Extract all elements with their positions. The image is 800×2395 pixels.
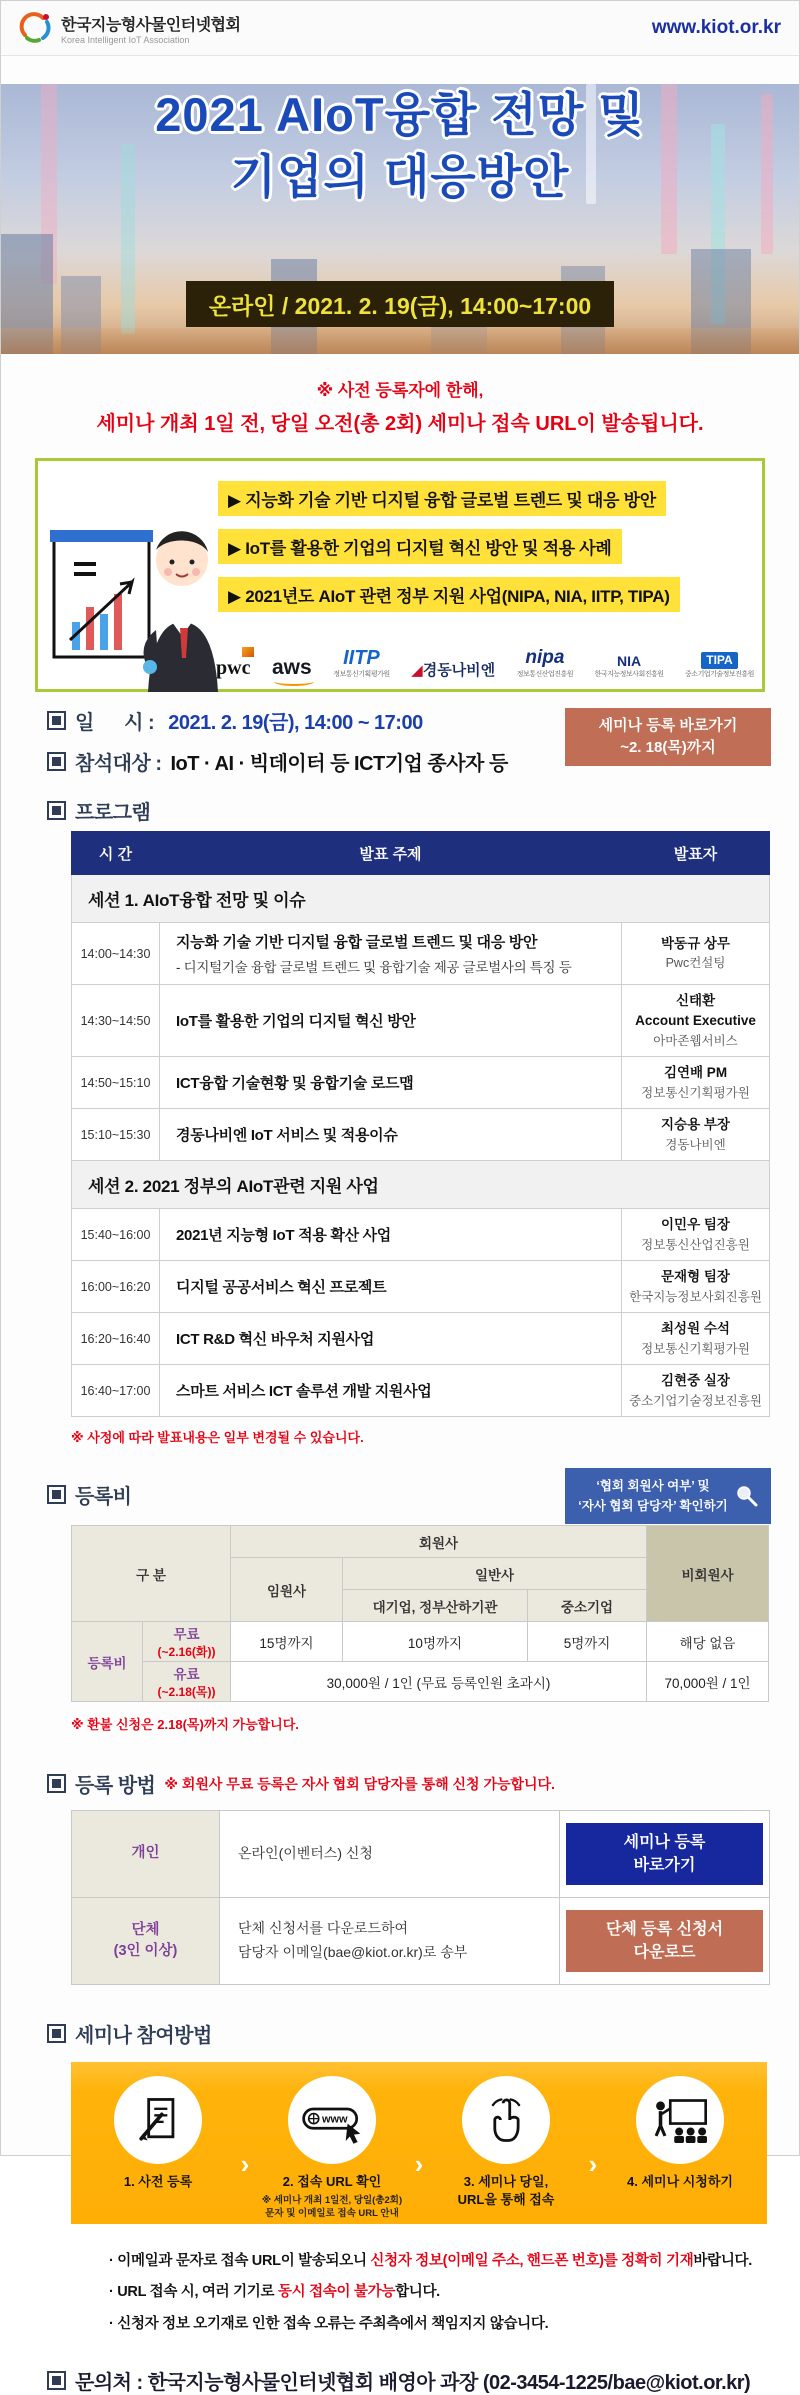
step-2-check-url: www 2. 접속 URL 확인 ※ 세미나 개최 1일전, 당일(총2회) 문자 및 이메일로 접속 URL 안내 [257, 2076, 407, 2220]
member-check-button[interactable]: ‘협회 회원사 여부’ 및 ‘자사 협회 담당자’ 확인하기 [565, 1468, 771, 1524]
session2-title: 세션 2. 2021 정부의 AIoT관련 지원 사업 [72, 1161, 770, 1209]
logo-iitp: IITP 정보통신기획평가원 [333, 647, 390, 679]
table-row: 16:20~16:40 ICT R&D 혁신 바우처 지원사업 최성원 수석 정보통신기획평가원 [72, 1313, 770, 1365]
registration-heading [47, 1769, 799, 1798]
table-row: 16:40~17:00 스마트 서비스 ICT 솔루션 개발 지원사업 김현중 실장 중소기업기술정보진흥원 [72, 1365, 770, 1417]
step-4-watch: 4. 세미나 시청하기 [605, 2076, 755, 2191]
fee-col-exec: 임원사 [231, 1558, 343, 1622]
section-marker-icon [47, 2371, 66, 2390]
individual-label: 개인 [72, 1811, 220, 1898]
participation-heading-label: 세미나 참여방법 [75, 2025, 212, 2048]
kiot-logo-icon [19, 11, 53, 45]
contact-line [47, 2366, 799, 2395]
contact-info: 문의처 : 한국지능형사물인터넷협회 배영아 과장 (02-3454-1225/bae@kiot.or.kr) [75, 2371, 751, 2394]
pre-registration-notice [1, 354, 799, 454]
fee-col-gubun: 구 분 [72, 1526, 231, 1622]
fee-col-large: 대기업, 정부산하기관 [343, 1590, 528, 1622]
section-marker-icon [47, 1774, 66, 1793]
table-row [72, 1898, 770, 1985]
schedule-badge: 온라인 / 2021. 2. 19(금), 14:00~17:00 [186, 281, 614, 327]
refund-note: ※ 환불 신청은 2.18(목)까지 가능합니다. [71, 1717, 299, 1733]
footer-note-1: · 이메일과 문자로 접속 URL이 발송되오니 신청자 정보(이메일 주소, 핸드폰 번호)를 정확히 기재바랍니다. [109, 2253, 752, 2270]
program-change-note: ※ 사정에 따라 발표내용은 일부 변경될 수 있습니다. [71, 1430, 364, 1446]
fee-col-sme: 중소기업 [528, 1590, 647, 1622]
step-3-connect: 3. 세미나 당일, URL을 통해 접속 [431, 2076, 581, 2208]
group-form-download-button[interactable]: 단체 등록 신청서 다운로드 [566, 1910, 763, 1972]
date-label: 일 시 : [75, 712, 160, 734]
chevron-right-icon: › [414, 2148, 424, 2179]
logo-pwc: pwc [216, 657, 251, 679]
footer-note-3: · 신청자 정보 오기재로 인한 접속 오류는 주최측에서 책임지지 않습니다. [109, 2315, 549, 2332]
org-name-ko: 한국지능형사물인터넷협회 [61, 16, 241, 34]
fee-free-row: 등록비 무료 (~2.16(화)) 15명까지 10명까지 5명까지 해당 없음 [72, 1622, 769, 1662]
audience-value: IoT · AI · 빅데이터 등 ICT기업 종사자 등 [170, 753, 508, 775]
notice-line2: 세미나 개최 1일 전, 당일 오전(총 2회) 세미나 접속 URL이 발송됩니다. [96, 413, 704, 435]
chevron-right-icon: › [588, 2148, 598, 2179]
top-bar [1, 1, 799, 56]
registration-table [71, 1810, 770, 1985]
logo-nia: NIA 한국지능정보사회진흥원 [594, 652, 664, 679]
fee-free-label: 무료 (~2.16(화)) [143, 1622, 231, 1662]
session1-title: 세션 1. AIoT융합 전망 및 이슈 [72, 875, 770, 923]
col-time: 시 간 [72, 832, 160, 875]
step-1-pre-register: 1. 사전 등록 [83, 2076, 233, 2191]
program-heading-label: 프로그램 [75, 802, 151, 824]
participation-heading [47, 2019, 799, 2048]
session2-row [72, 1161, 770, 1209]
seminar-title-line2: 기업의 대응방안 [230, 150, 570, 204]
table-row: 15:40~16:00 2021년 지능형 IoT 적용 확산 사업 이민우 팀장 정보통신산업진흥원 [72, 1209, 770, 1261]
seminar-title [1, 84, 799, 208]
table-row: 14:50~15:10 ICT융합 기술현황 및 융합기술 로드맵 김연배 PM 정보통신기획평가원 [72, 1057, 770, 1109]
logo-aws: aws [272, 655, 312, 679]
section-marker-icon [47, 752, 66, 771]
fees-heading-label: 등록비 [75, 1486, 132, 1509]
event-info-section [47, 706, 799, 776]
fees-heading [47, 1479, 799, 1514]
fee-col-nonmember: 비회원사 [647, 1526, 769, 1622]
fee-col-member: 회원사 [231, 1526, 647, 1558]
svg-text:www: www [321, 2113, 348, 2126]
registration-note: ※ 회원사 무료 등록은 자사 협회 담당자를 통해 신청 가능합니다. [164, 1775, 555, 1792]
col-presenter: 발표자 [622, 832, 770, 875]
partner-logos-row [216, 647, 754, 679]
notice-line1: ※ 사전 등록자에 한해, [316, 381, 484, 400]
registration-heading-label: 등록 방법 [75, 1775, 156, 1798]
individual-method: 온라인(이벤터스) 신청 [220, 1811, 560, 1898]
section-marker-icon [47, 801, 66, 820]
tap-hand-icon [478, 2092, 534, 2148]
fee-paid-label: 유료 (~2.18(목)) [143, 1662, 231, 1702]
topic-bullets [218, 481, 752, 612]
url-www-icon [300, 2092, 364, 2148]
hero-banner [1, 84, 799, 354]
seminar-register-quick-button[interactable]: 세미나 등록 바로가기 ~2. 18(목)까지 [565, 708, 771, 766]
table-row [72, 1811, 770, 1898]
org-name-en: Korea Intelligent IoT Association [61, 34, 190, 45]
fee-paid-row: 유료 (~2.18(목)) 30,000원 / 1인 (무료 등록인원 초과시) 70,000원 / 1인 [72, 1662, 769, 1702]
footer-note-2: · URL 접속 시, 여러 기기로 동시 접속이 불가능합니다. [109, 2284, 440, 2301]
program-table [71, 831, 770, 1417]
participation-steps-box [71, 2062, 767, 2224]
table-row: 14:00~14:30 지능화 기술 기반 디지털 융합 글로벌 트렌드 및 대응 방안 - 디지털기술 융합 글로벌 트렌드 및 융합기술 제공 글로벌사의 특징 등 박동규 상무 Pwc컨설팅 [72, 923, 770, 985]
topics-highlight-box [35, 458, 765, 692]
presenter-illustration [44, 502, 219, 692]
date-value: 2021. 2. 19(금), 14:00 ~ 17:00 [168, 712, 423, 734]
group-label: 단체 (3인 이상) [72, 1898, 220, 1985]
register-document-icon [130, 2092, 186, 2148]
table-row: 16:00~16:20 디지털 공공서비스 혁신 프로젝트 문재형 팀장 한국지능정보사회진흥원 [72, 1261, 770, 1313]
col-topic: 발표 주제 [160, 832, 622, 875]
skyline-glow [1, 328, 799, 354]
website-link[interactable]: www.kiot.or.kr [651, 17, 781, 38]
fee-col-general: 일반사 [343, 1558, 647, 1590]
topic-bullet-3: ▶ 2021년도 AIoT 관련 정부 지원 사업(NIPA, NIA, IITP, TIPA) [218, 577, 680, 612]
logo-nipa: nipa 정보통신산업진흥원 [516, 647, 574, 679]
topic-bullet-2: ▶ IoT를 활용한 기업의 디지털 혁신 방안 및 적용 사례 [218, 529, 622, 564]
seminar-title-line1: 2021 AIoT융합 전망 및 [155, 88, 645, 141]
fee-group-label: 등록비 [72, 1622, 143, 1702]
seminar-presentation-icon [649, 2092, 711, 2148]
session1-row [72, 875, 770, 923]
chevron-right-icon: › [240, 2148, 250, 2179]
fee-table [71, 1525, 769, 1702]
program-heading [47, 796, 799, 825]
section-marker-icon [47, 2024, 66, 2043]
table-row: 15:10~15:30 경동나비엔 IoT 서비스 및 적용이슈 지승용 부장 경동나비엔 [72, 1109, 770, 1161]
seminar-register-button[interactable]: 세미나 등록 바로가기 [566, 1823, 763, 1885]
group-method: 단체 신청서를 다운로드하여 담당자 이메일(bae@kiot.or.kr)로 송부 [220, 1898, 560, 1985]
magnifier-icon [734, 1484, 758, 1508]
table-row: 14:30~14:50 IoT를 활용한 기업의 디지털 혁신 방안 신태환 Account Executive 아마존웹서비스 [72, 985, 770, 1057]
footer-notes [109, 2246, 799, 2340]
logo-tipa: TIPA 중소기업기술정보진흥원 [685, 653, 754, 679]
topic-bullet-1: ▶ 지능화 기술 기반 디지털 융합 글로벌 트렌드 및 대응 방안 [218, 481, 666, 516]
program-header-row [72, 832, 770, 875]
org-logo [19, 11, 240, 45]
section-marker-icon [47, 1485, 66, 1504]
section-marker-icon [47, 711, 66, 730]
logo-kdnavien: ◢경동나비엔 [411, 661, 496, 679]
audience-label: 참석대상 : [75, 753, 162, 775]
